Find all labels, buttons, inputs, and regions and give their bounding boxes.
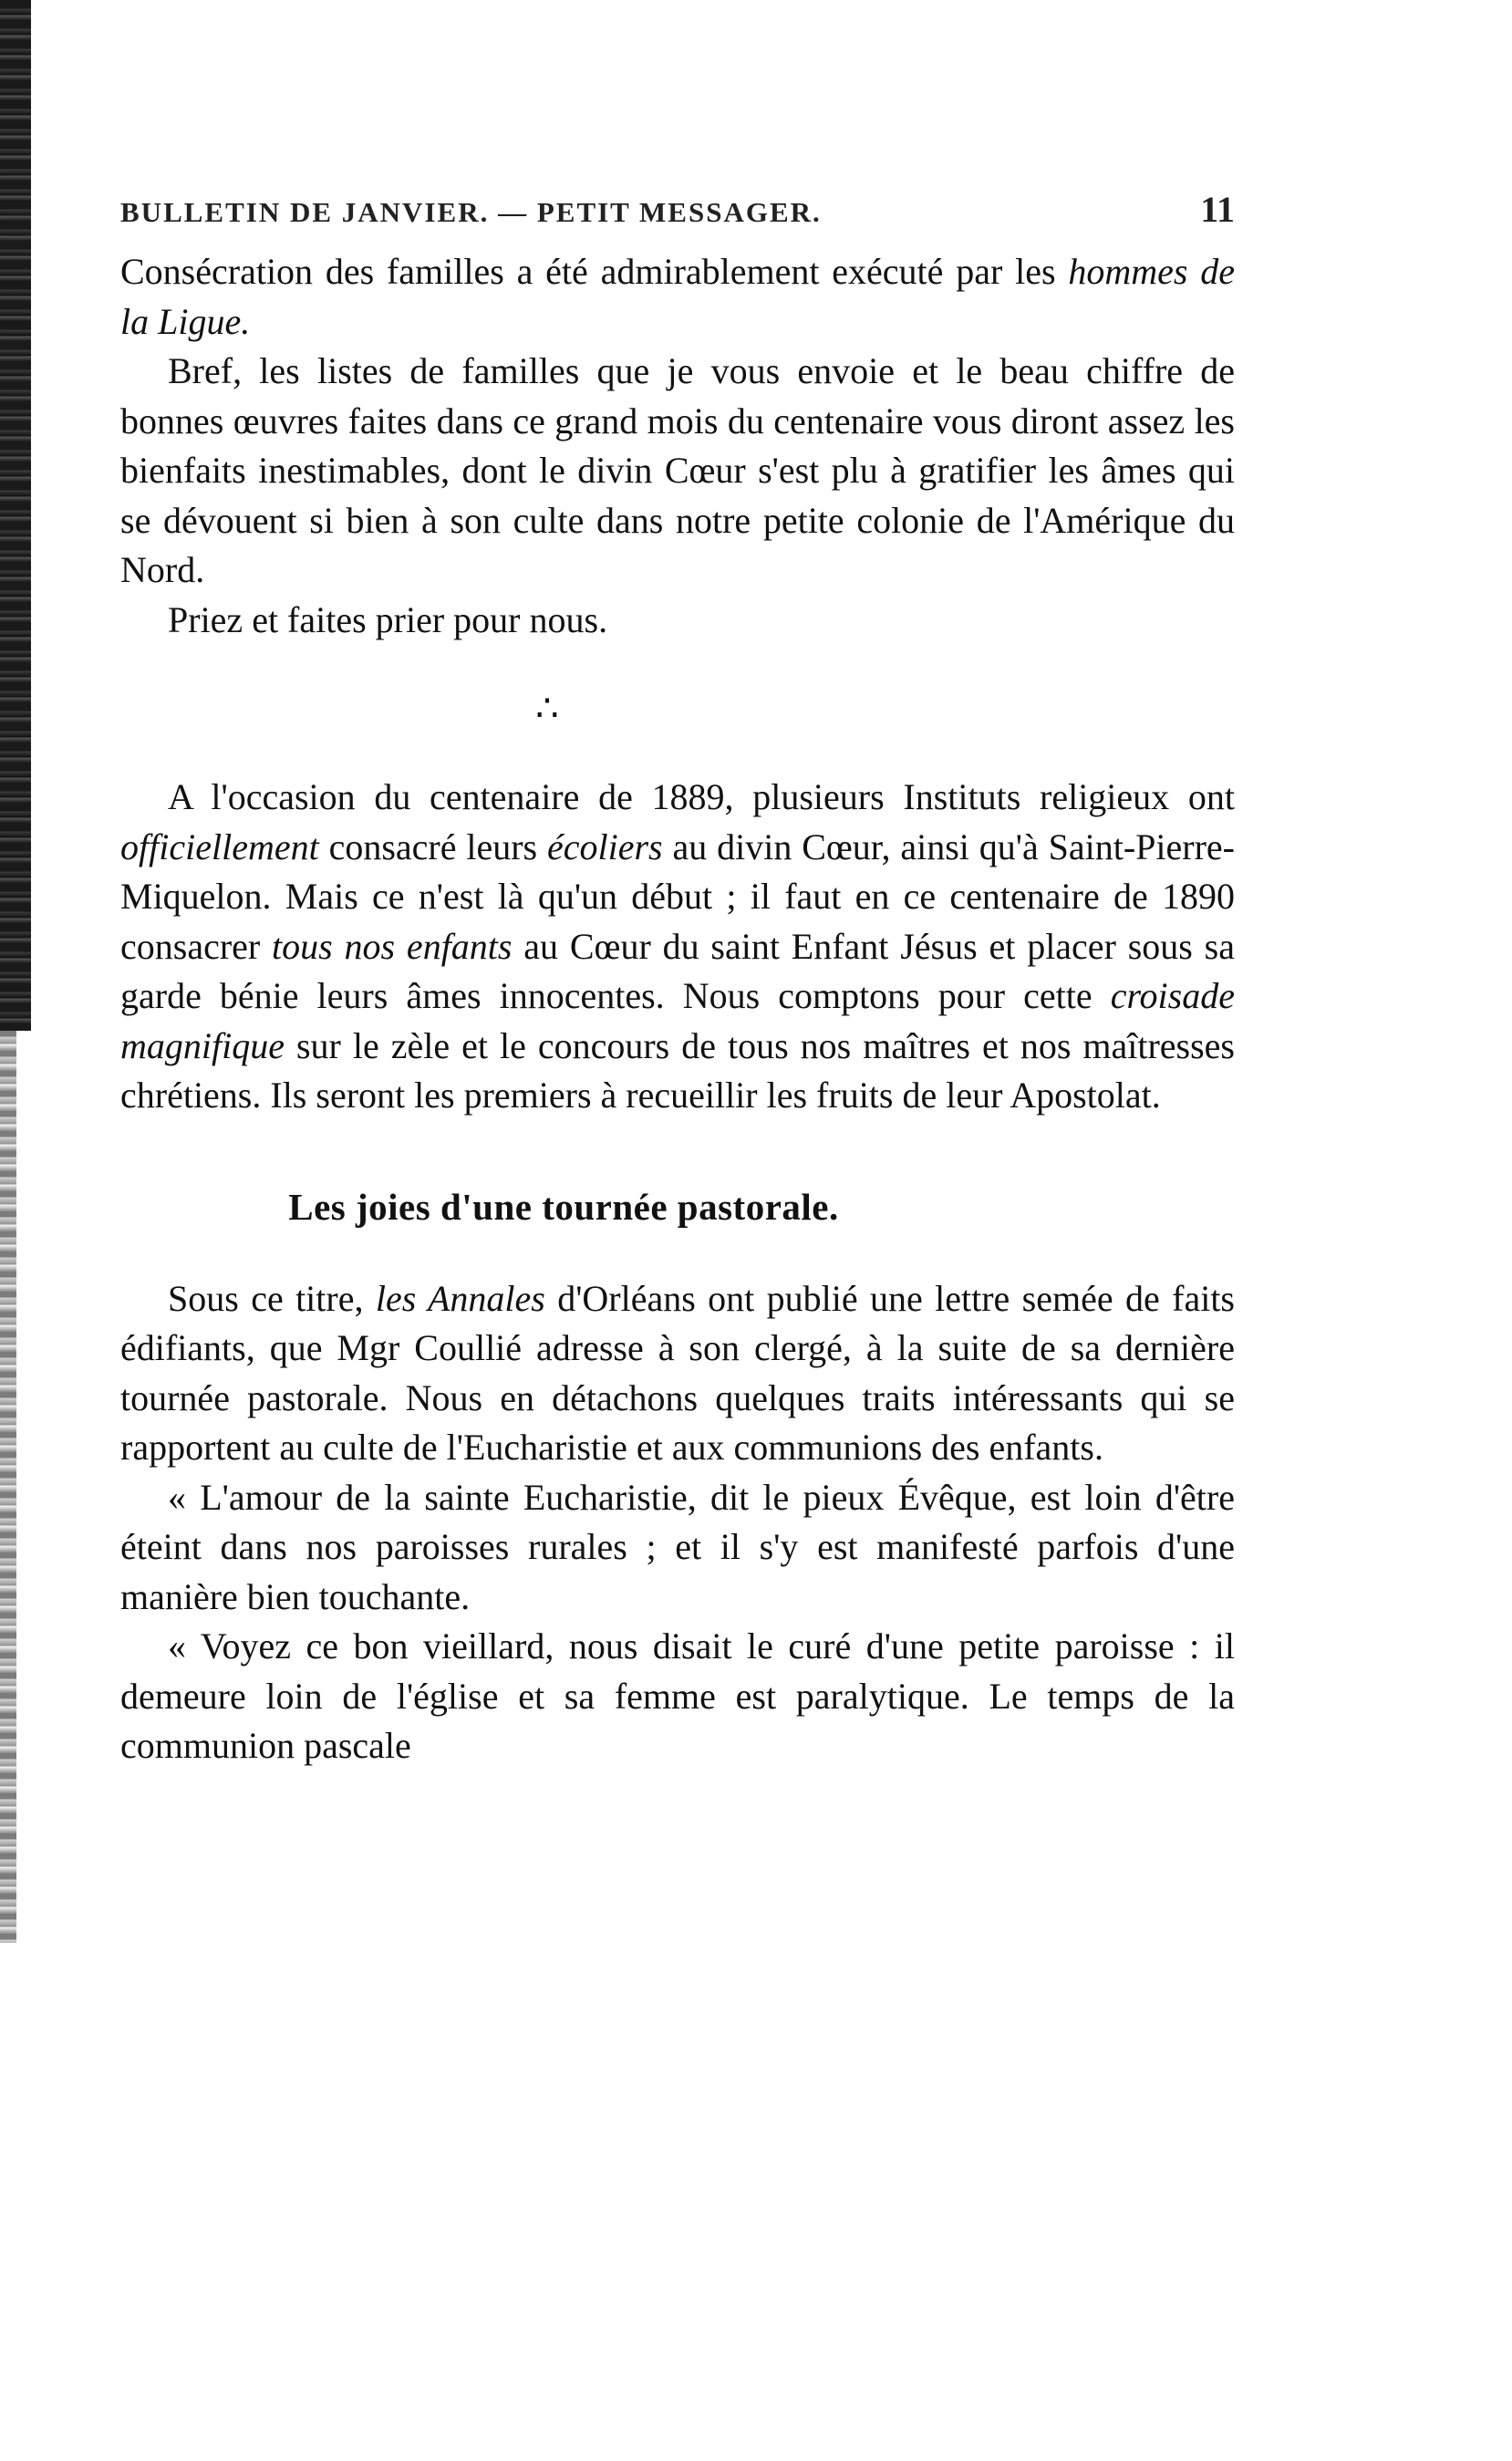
annales-text-a: Sous ce titre, — [168, 1277, 376, 1319]
section-heading: Les joies d'une tournée pastorale. — [288, 1185, 839, 1228]
centenaire-text-a: A l'occasion du centenaire de 1889, plusieurs Instituts religieux ont — [168, 776, 1235, 817]
scan-binding-edge-lower — [0, 1031, 16, 1943]
paragraph-priez: Priez et faites prier pour nous. — [168, 598, 608, 640]
paragraph-consecration-text: Consécration des familles a été admirablement exécuté par les — [120, 251, 1069, 292]
book-page — [120, 188, 1235, 1771]
running-title: BULLETIN DE JANVIER. — PETIT MESSAGER. — [120, 196, 822, 228]
paragraph-annales — [120, 1274, 1235, 1473]
centenaire-text-i: sur le zèle et le concours de tous nos maîtres et nos maîtresses chrétiens. Ils seront les premiers à recueillir les fruits de leur Apostolat. — [120, 1024, 1235, 1116]
paragraph-bref: Bref, les listes de familles que je vous envoie et le beau chiffre de bonnes œuvres faites dans ce grand mois du centenaire vous diront assez les bienfaits inestimables, dont le divin Cœur s'est plu à gratifier les âmes qui se dévouent si bien à son culte dans notre petite colonie de l'Amérique du Nord. — [120, 350, 1235, 590]
annales-italic-les-annales: les Annales — [375, 1277, 545, 1319]
paragraph-consecration — [120, 247, 1235, 347]
centenaire-text-c: consacré leurs — [318, 826, 547, 867]
paragraph-consecration-italic: hommes de la Ligue. — [120, 251, 1235, 342]
centenaire-italic-ecoliers: écoliers — [546, 826, 663, 867]
page-number: 11 — [1200, 189, 1235, 230]
scan-binding-edge — [0, 0, 31, 1031]
annales-text-c: d'Orléans ont publié une lettre semée de faits édifiants, que Mgr Coullié adresse à son clergé, à la suite de sa dernière tournée pastorale. Nous en détachons quelques traits intéressants qui se rapportent au culte de l'Eucharistie et aux communions des enfants. — [120, 1277, 1235, 1468]
centenaire-italic-officiellement: officiellement — [120, 826, 319, 867]
section-ornament: ∴ — [535, 688, 564, 729]
centenaire-text-e: au divin Cœur, ainsi qu'à Saint-Pierre-Miquelon. Mais ce n'est là qu'un début ; il faut en ce centenaire de 1890 consacrer — [120, 826, 1235, 967]
centenaire-italic-tous-nos-enfants: tous nos enfants — [272, 925, 513, 967]
running-head — [120, 188, 1235, 231]
paragraph-vieillard: « Voyez ce bon vieillard, nous disait le curé d'une petite paroisse : il demeure loin de l'église et sa femme est paralytique. Le temps de la communion pascale — [120, 1625, 1235, 1766]
centenaire-text-g: au Cœur du saint Enfant Jésus et placer sous sa garde bénie leurs âmes innocentes. Nous comptons pour cette — [120, 925, 1235, 1016]
paragraph-centenaire — [120, 773, 1235, 1121]
centenaire-italic-croisade: croisade magnifique — [120, 975, 1235, 1066]
paragraph-amour-eucharistie: « L'amour de la sainte Eucharistie, dit le pieux Évêque, est loin d'être éteint dans nos paroisses rurales ; et il s'y est manifesté parfois d'une manière bien touchante. — [120, 1476, 1235, 1617]
